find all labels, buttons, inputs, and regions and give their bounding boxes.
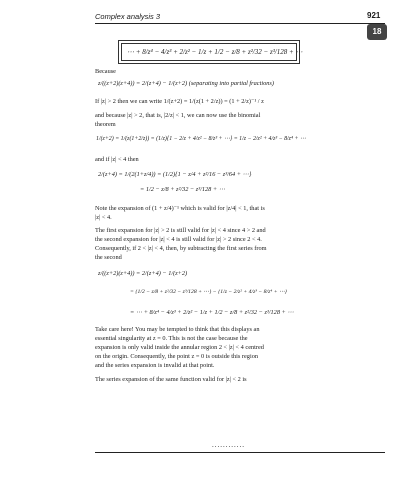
page-number: 921	[367, 11, 381, 20]
paragraph-1-line-3: Consequently, if 2 < |z| < 4, then, by subtracting the first series from	[95, 245, 267, 252]
paragraph-1-line-4: the second	[95, 254, 122, 261]
equation-combined-result: = ⋯ + 8/z⁴ − 4/z³ + 2/z² − 1/z + 1/2 − z/8 + z²/32 − z³/128 + ⋯	[130, 309, 294, 316]
paragraph-2-line-5: and the series expansion is invalid at that point.	[95, 362, 215, 369]
paragraph-2-line-1: Take care here! You may be tempted to think that this displays an	[95, 326, 260, 333]
footer-rule	[95, 452, 385, 453]
paragraph-2-line-2: essential singularity at z = 0. This is not the case because the	[95, 335, 248, 342]
equation-second-expansion-result: = 1/2 − z/8 + z²/32 − z³/128 + ⋯	[140, 186, 226, 193]
page-header	[0, 6, 420, 24]
boxed-series	[118, 40, 303, 64]
frame-number-badge: 18	[367, 24, 387, 40]
theorem-text: theorem	[95, 121, 116, 128]
paragraph-1-line-1: The first expansion for |z| > 2 is still valid for |z| < 4 since 4 > 2 and	[95, 227, 266, 234]
equation-partial-fractions: z/((z+2)(z+4)) = 2/(z+4) − 1/(z+2) (separating into partial fractions)	[98, 80, 274, 87]
equation-rewrite: If |z| > 2 then we can write 1/(z+2) = 1/(z(1 + 2/z)) = (1 + 2/z)⁻¹ / z	[95, 98, 264, 105]
paragraph-2-line-3: expansion is only valid inside the annular region 2 < |z| < 4 centred	[95, 344, 264, 351]
paragraph-3: The series expansion of the same function valid for |z| < 2 is	[95, 376, 247, 383]
equation-combined-expanded: = {1/2 − z/8 + z²/32 − z³/128 + ⋯} − {1/z − 2/z² + 4/z³ − 8/z⁴ + ⋯}	[130, 289, 287, 295]
equation-combined: z/((z+2)(z+4)) = 2/(z+4) − 1/(z+2)	[98, 270, 188, 277]
because-text: Because	[95, 68, 116, 75]
equation-second-expansion: 2/(z+4) = 1/(2(1+z/4)) = (1/2){1 − z/4 + z²/16 − z³/64 + ⋯}	[98, 171, 252, 178]
running-title: Complex analysis 3	[95, 12, 161, 21]
header-rule	[95, 23, 385, 24]
note-line-1: Note the expansion of (1 + z/4)⁻¹ which is valid for |z/4| < 1, that is	[95, 205, 265, 212]
boxed-series-text: ⋯ + 8/z⁴ − 4/z³ + 2/z² − 1/z + 1/2 − z/8 + z²/32 − z³/128 + ⋯	[127, 48, 303, 56]
condition-text: and if |z| < 4 then	[95, 156, 139, 163]
binomial-condition-text: and because |z| > 2, that is, |2/z| < 1, we can now use the binomial	[95, 112, 261, 119]
paragraph-1-line-2: the second expansion for |z| < 4 is still valid for |z| > 2 since 2 < 4.	[95, 236, 262, 243]
ellipsis: ............	[212, 441, 245, 449]
paragraph-2-line-4: on the origin. Consequently, the point z = 0 is outside this region	[95, 353, 258, 360]
note-line-2: |z| < 4.	[95, 214, 112, 221]
equation-first-expansion: 1/(z+2) = 1/(z(1+2/z)) = (1/z){1 − 2/z + 4/z² − 8/z³ + ⋯} = 1/z − 2/z² + 4/z³ − 8/z⁴ + ⋯	[96, 136, 306, 142]
